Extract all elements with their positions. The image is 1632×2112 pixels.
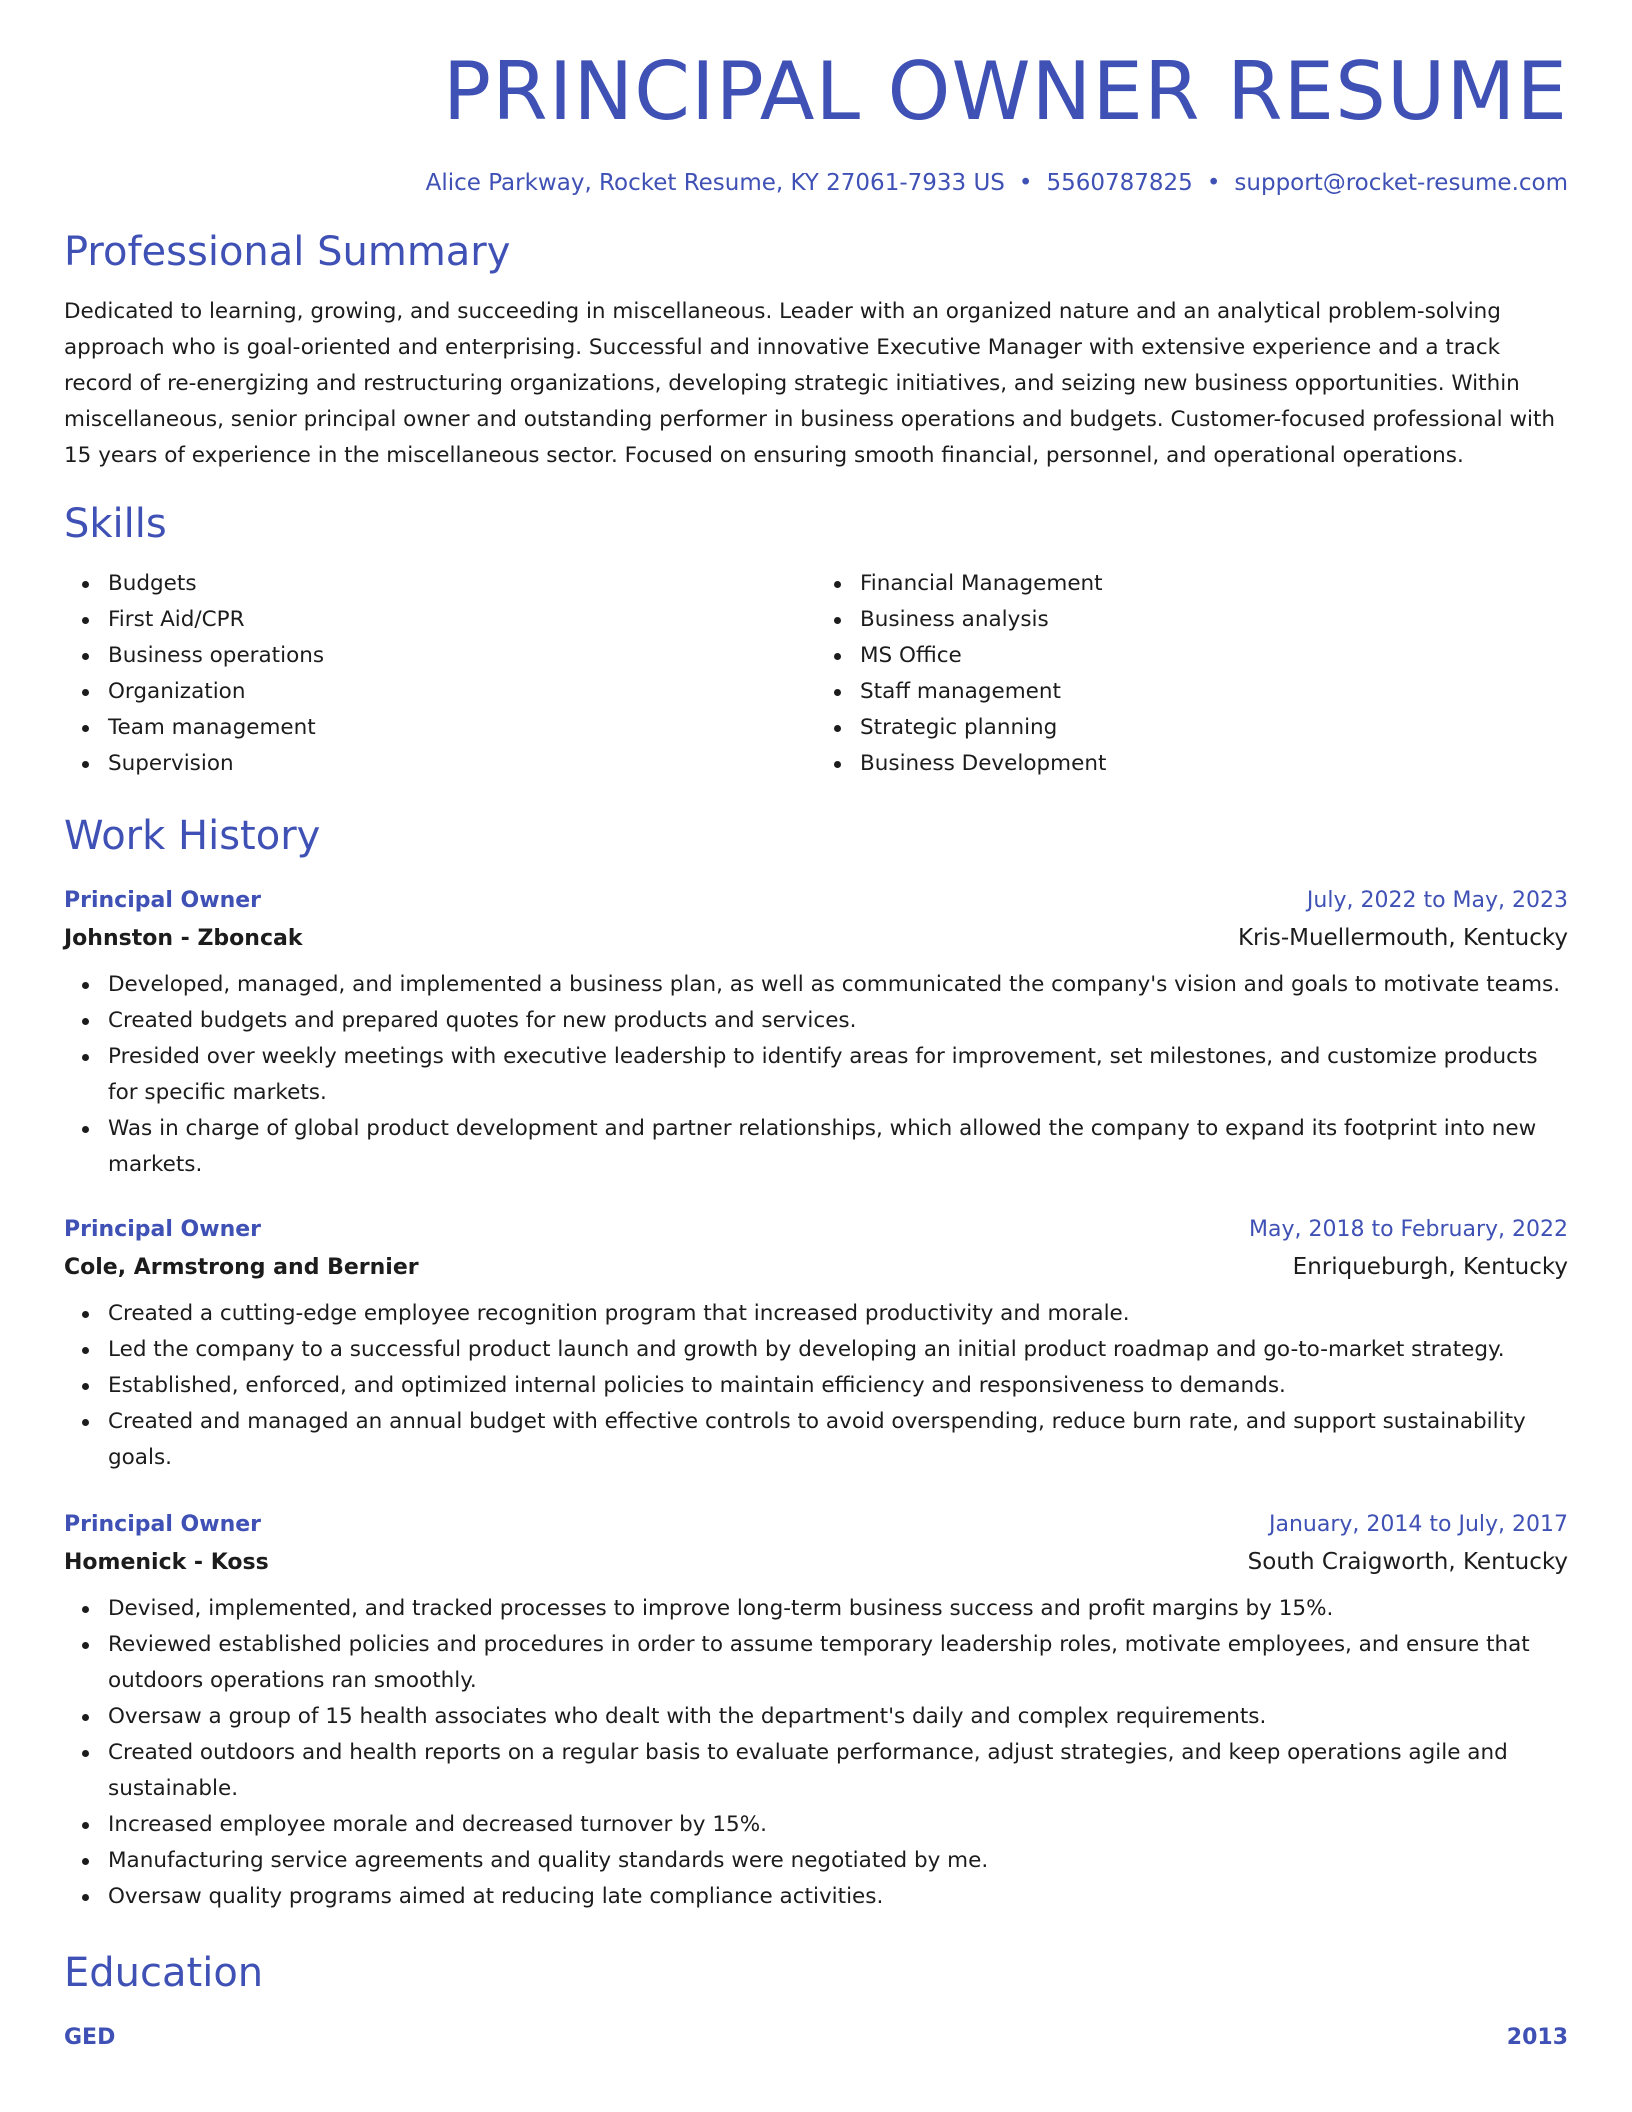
job-bullet: Created a cutting-edge employee recognition program that increased productivity and morale. <box>108 1296 1568 1332</box>
contact-address: Alice Parkway, Rocket Resume, KY 27061-7933 US <box>425 170 1005 196</box>
skill-item: Business Development <box>860 746 1568 782</box>
job-bullets <box>64 1296 1568 1476</box>
job-bullet: Was in charge of global product development and partner relationships, which allowed the company to expand its footprint into new markets. <box>108 1111 1568 1183</box>
job-bullet: Devised, implemented, and tracked processes to improve long-term business success and profit margins by 15%. <box>108 1591 1568 1627</box>
skill-item: Financial Management <box>860 566 1568 602</box>
job-bullet: Led the company to a successful product launch and growth by developing an initial product roadmap and go-to-market strategy. <box>108 1332 1568 1368</box>
education-section <box>64 1951 1568 2050</box>
page-title: PRINCIPAL OWNER RESUME <box>442 45 1568 138</box>
job-location: South Craigworth, Kentucky <box>1247 1549 1568 1575</box>
job-company-row <box>64 1549 1568 1575</box>
skills-section <box>64 502 1568 782</box>
job-company: Homenick - Koss <box>64 1550 269 1575</box>
job-bullet: Developed, managed, and implemented a business plan, as well as communicated the company's vision and goals to motivate teams. <box>108 967 1568 1003</box>
job-bullets <box>64 967 1568 1183</box>
contact-separator: • <box>1018 170 1033 196</box>
skills-list-right <box>816 566 1568 782</box>
summary-section <box>64 230 1568 474</box>
skills-columns <box>64 566 1568 782</box>
skill-item: Organization <box>108 674 816 710</box>
skill-item: Strategic planning <box>860 710 1568 746</box>
job-bullet: Oversaw a group of 15 health associates who dealt with the department's daily and complex requirements. <box>108 1699 1568 1735</box>
education-heading: Education <box>64 1950 264 1996</box>
job-header-row <box>64 888 1568 913</box>
job-bullet: Created and managed an annual budget with effective controls to avoid overspending, reduce burn rate, and support sustainability goals. <box>108 1404 1568 1476</box>
job-bullet: Established, enforced, and optimized internal policies to maintain efficiency and responsiveness to demands. <box>108 1368 1568 1404</box>
job-bullet: Presided over weekly meetings with executive leadership to identify areas for improvement, set milestones, and customize products for specific markets. <box>108 1039 1568 1111</box>
job-entry <box>64 1217 1568 1476</box>
contact-phone: 5560787825 <box>1046 170 1193 196</box>
job-company: Johnston - Zboncak <box>64 926 303 951</box>
job-location: Enriqueburgh, Kentucky <box>1292 1254 1568 1280</box>
contact-separator: • <box>1206 170 1221 196</box>
education-entry <box>64 2025 1568 2050</box>
work-history-section <box>64 814 1568 1915</box>
job-header-row <box>64 1217 1568 1242</box>
job-entry <box>64 1512 1568 1915</box>
skill-item: Budgets <box>108 566 816 602</box>
skills-list-left <box>64 566 816 782</box>
job-bullet: Created budgets and prepared quotes for new products and services. <box>108 1003 1568 1039</box>
skill-item: MS Office <box>860 638 1568 674</box>
education-degree: GED <box>64 2025 116 2050</box>
contact-email[interactable]: support@rocket-resume.com <box>1234 170 1568 196</box>
education-year: 2013 <box>1506 2025 1568 2050</box>
job-bullet: Oversaw quality programs aimed at reducing late compliance activities. <box>108 1879 1568 1915</box>
skill-item: Business analysis <box>860 602 1568 638</box>
skill-item: Staff management <box>860 674 1568 710</box>
job-company: Cole, Armstrong and Bernier <box>64 1255 419 1280</box>
job-dates: January, 2014 to July, 2017 <box>1269 1512 1568 1537</box>
job-bullet: Reviewed established policies and procedures in order to assume temporary leadership roles, motivate employees, and ensure that outdoors operations ran smoothly. <box>108 1627 1568 1699</box>
job-dates: July, 2022 to May, 2023 <box>1306 888 1568 913</box>
job-bullet: Increased employee morale and decreased turnover by 15%. <box>108 1807 1568 1843</box>
summary-text: Dedicated to learning, growing, and succeeding in miscellaneous. Leader with an organized nature and an analytical problem-solving approach who is goal-oriented and enterprising. Successful and innovative Executive Manager with extensive experience and a track record of re-energizing and restructuring organizations, developing strategic initiatives, and seizing new business opportunities. Within miscellaneous, senior principal owner and outstanding performer in business operations and budgets. Customer-focused professional with 15 years of experience in the miscellaneous sector. Focused on ensuring smooth financial, personnel, and operational operations. <box>64 299 1556 468</box>
contact-line <box>64 170 1568 196</box>
skill-item: First Aid/CPR <box>108 602 816 638</box>
job-bullet: Created outdoors and health reports on a regular basis to evaluate performance, adjust strategies, and keep operations agile and sustainable. <box>108 1735 1568 1807</box>
job-company-row <box>64 925 1568 951</box>
job-company-row <box>64 1254 1568 1280</box>
summary-heading: Professional Summary <box>64 229 511 275</box>
skill-item: Supervision <box>108 746 816 782</box>
skill-item: Business operations <box>108 638 816 674</box>
job-header-row <box>64 1512 1568 1537</box>
job-entry <box>64 888 1568 1183</box>
job-title: Principal Owner <box>64 1512 262 1537</box>
job-dates: May, 2018 to February, 2022 <box>1249 1217 1568 1242</box>
job-location: Kris-Muellermouth, Kentucky <box>1237 925 1568 951</box>
job-bullets <box>64 1591 1568 1915</box>
job-bullet: Manufacturing service agreements and quality standards were negotiated by me. <box>108 1843 1568 1879</box>
skill-item: Team management <box>108 710 816 746</box>
skills-heading: Skills <box>64 501 167 547</box>
job-title: Principal Owner <box>64 1217 262 1242</box>
work-history-heading: Work History <box>64 813 321 859</box>
job-title: Principal Owner <box>64 888 262 913</box>
